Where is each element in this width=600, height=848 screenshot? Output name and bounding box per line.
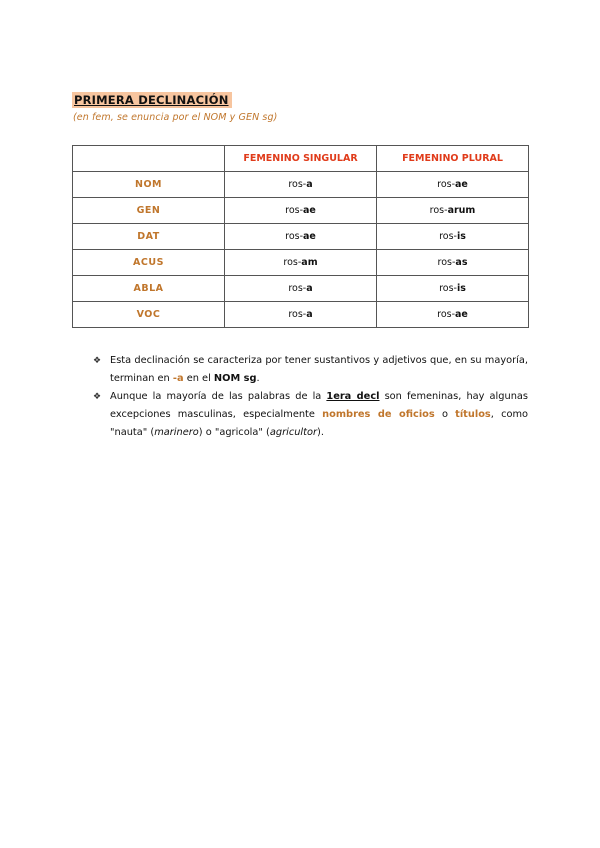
stem: ros- [437,179,456,190]
table-row [73,276,529,302]
plural-form [377,250,529,276]
ending: as [455,257,468,268]
table-row [73,198,529,224]
stem: ros- [285,205,304,216]
diamond-bullet-icon: ❖ [93,392,102,402]
stem: ros- [283,257,302,268]
header-empty [73,146,225,172]
table-row [73,224,529,250]
note-text: , como "nauta" ( [110,409,528,438]
note-highlight: nombres de oficios [322,409,435,420]
header-singular: FEMENINO SINGULAR [225,146,377,172]
note-text: ) o "agricola" ( [198,427,270,438]
diamond-bullet-icon: ❖ [93,356,102,366]
stem: ros- [288,179,307,190]
plural-form [377,198,529,224]
note-italic: agricultor [269,427,318,438]
plural-form [377,172,529,198]
ending: a [306,283,313,294]
case-label: VOC [73,302,225,328]
ending: ae [303,205,316,216]
note-text: o [434,409,456,420]
note-text: Esta declinación se caracteriza por tener sustantivos y adjetivos que, en su mayoría, terminan en [110,355,528,384]
note-text: son femeninas, hay algunas excepciones masculinas, especialmente [110,391,529,420]
note-underlined: 1era decl [326,391,380,402]
plural-form [377,276,529,302]
plural-form [377,224,529,250]
case-label: NOM [73,172,225,198]
table-row [73,302,529,328]
table-row [73,250,529,276]
singular-form [225,198,377,224]
ending: ae [455,179,468,190]
note-text: Aunque la mayoría de las palabras de la [110,391,327,402]
notes-list [93,352,528,442]
note-text: en el [183,373,214,384]
page-title: PRIMERA DECLINACIÓN [72,92,232,108]
note-text: ). [317,427,324,438]
declension-table [72,145,529,328]
stem: ros- [285,231,304,242]
stem: ros- [437,309,456,320]
stem: ros- [288,283,307,294]
stem: ros- [288,309,307,320]
stem: ros- [439,231,457,242]
singular-form [225,250,377,276]
note-text: . [256,373,260,384]
singular-form [225,276,377,302]
header-plural: FEMENINO PLURAL [377,146,529,172]
case-label: ACUS [73,250,225,276]
case-label: DAT [73,224,225,250]
note-highlight: títulos [455,409,491,420]
case-label: GEN [73,198,225,224]
table-row [73,172,529,198]
ending: a [306,179,313,190]
list-item [93,352,528,388]
plural-form [377,302,529,328]
ending: is [456,231,466,242]
stem: ros- [439,283,457,294]
note-bold: NOM sg [213,373,257,384]
ending: am [301,257,318,268]
singular-form [225,302,377,328]
ending: a [306,309,313,320]
ending: arum [447,205,476,216]
page-subtitle: (en fem, se enuncia por el NOM y GEN sg) [73,112,278,123]
list-item [93,388,528,442]
note-italic: marinero [154,427,199,438]
ending: ae [303,231,316,242]
ending: is [456,283,466,294]
singular-form [225,172,377,198]
stem: ros- [437,257,456,268]
stem: ros- [429,205,448,216]
case-label: ABLA [73,276,225,302]
table-header-row [73,146,529,172]
ending: ae [455,309,468,320]
note-highlight: -a [172,373,184,384]
singular-form [225,224,377,250]
